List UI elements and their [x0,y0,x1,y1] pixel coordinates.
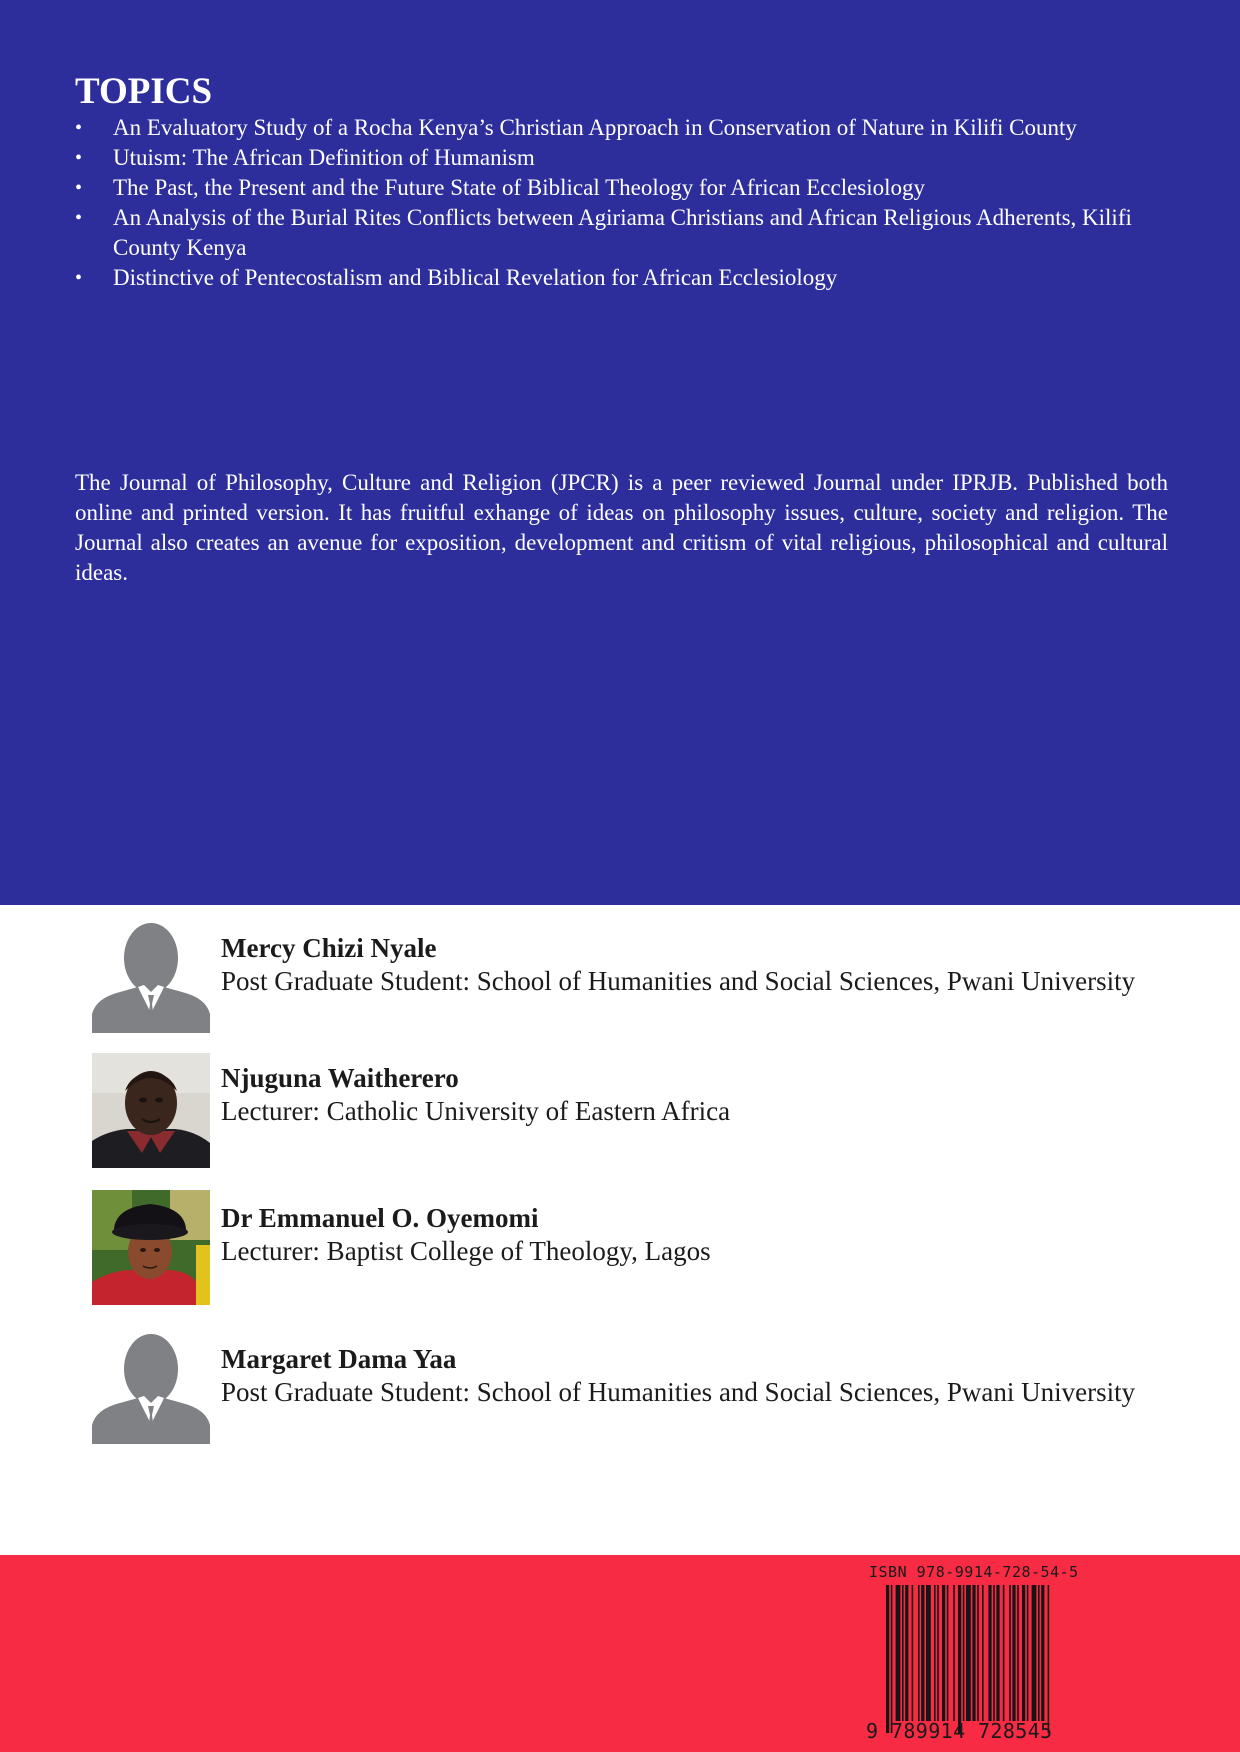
topics-list [75,113,1170,293]
barcode-bar [934,1585,936,1721]
barcode-bar [947,1585,949,1721]
barcode-bar [963,1585,965,1721]
barcode-bar [921,1585,924,1721]
author-photo [92,1190,210,1305]
isbn-barcode [866,1563,1086,1748]
barcode-bar [972,1585,975,1721]
author-name: Dr Emmanuel O. Oyemomi [221,1203,539,1233]
barcode-bar [918,1585,920,1721]
barcode-bar [1009,1585,1011,1721]
author-name: Mercy Chizi Nyale [221,933,437,963]
topic-item: • Distinctive of Pentecostalism and Biblical Revelation for African Ecclesiology [75,263,1170,293]
topic-item: • An Analysis of the Burial Rites Conflicts between Agiriama Christians and African Religious Adherents, Kilifi County Kenya [75,203,1170,263]
author-role: Lecturer: Catholic University of Eastern Africa [221,1096,731,1126]
author-card [92,918,1192,1038]
barcode-bar [905,1585,908,1721]
barcode-bar [996,1585,999,1721]
silhouette-avatar-icon [92,1329,210,1444]
barcode-bar [891,1585,893,1733]
topic-item: • An Evaluatory Study of a Rocha Kenya’s Christian Approach in Conservation of Nature in Kilifi County [75,113,1170,143]
barcode-bar [1041,1585,1044,1721]
barcode-bar [1027,1585,1029,1721]
author-role: Post Graduate Student: School of Humanities and Social Sciences, Pwani University [221,966,1136,996]
author-card [92,1329,1192,1449]
author-role: Post Graduate Student: School of Humanities and Social Sciences, Pwani University [221,1377,1136,1407]
barcode-bar [1048,1585,1050,1733]
barcode-bars-icon [866,1585,1056,1735]
author-info [221,1062,1181,1129]
journal-description: The Journal of Philosophy, Culture and Religion (JPCR) is a peer reviewed Journal under IPRJB. Published both online and printed version. It has fruitful exhange of ideas on philosophy issues, culture, society and religion. The Journal also creates an avenue for exposition, development and critism of vital religious, philosophical and cultural ideas. [75,470,1168,585]
barcode-bar [1032,1585,1037,1721]
author-info [221,1343,1181,1410]
author-photo [92,1053,210,1168]
barcode-bar [942,1585,945,1721]
author-name: Njuguna Waitherero [221,1063,459,1093]
topic-item: • The Past, the Present and the Future State of Biblical Theology for African Ecclesiology [75,173,1170,203]
barcode-bar [993,1585,995,1721]
author-card [92,1188,1192,1308]
barcode-bar [953,1585,955,1721]
author-info [221,932,1181,999]
barcode-bar [896,1585,901,1721]
barcode-bar [966,1585,971,1721]
isbn-label: ISBN 978-9914-728-54-5 [869,1563,1079,1581]
topic-item: • Utuism: The African Definition of Humanism [75,143,1170,173]
silhouette-avatar-icon [92,918,210,1033]
author-role: Lecturer: Baptist College of Theology, Lagos [221,1236,711,1266]
author-name: Margaret Dama Yaa [221,1344,457,1374]
barcode-bar [977,1585,979,1721]
barcode-bar [886,1585,889,1733]
barcode-bar [912,1585,914,1721]
barcode-bar [926,1585,931,1721]
barcode-bar [1012,1585,1015,1721]
barcode-digits: 9 789914 728545 [866,1719,1053,1743]
author-card [92,1048,1192,1168]
barcode-bar [1022,1585,1025,1721]
barcode-bar [1017,1585,1019,1721]
barcode-bar [988,1585,991,1721]
barcode-bar [902,1585,904,1721]
barcode-bar [958,1585,961,1733]
barcode-bar [1003,1585,1005,1721]
author-info [221,1202,1181,1269]
topics-heading: TOPICS [75,71,213,112]
barcode-bar [1038,1585,1040,1721]
barcode-bar [982,1585,984,1721]
barcode-bar [937,1585,939,1721]
